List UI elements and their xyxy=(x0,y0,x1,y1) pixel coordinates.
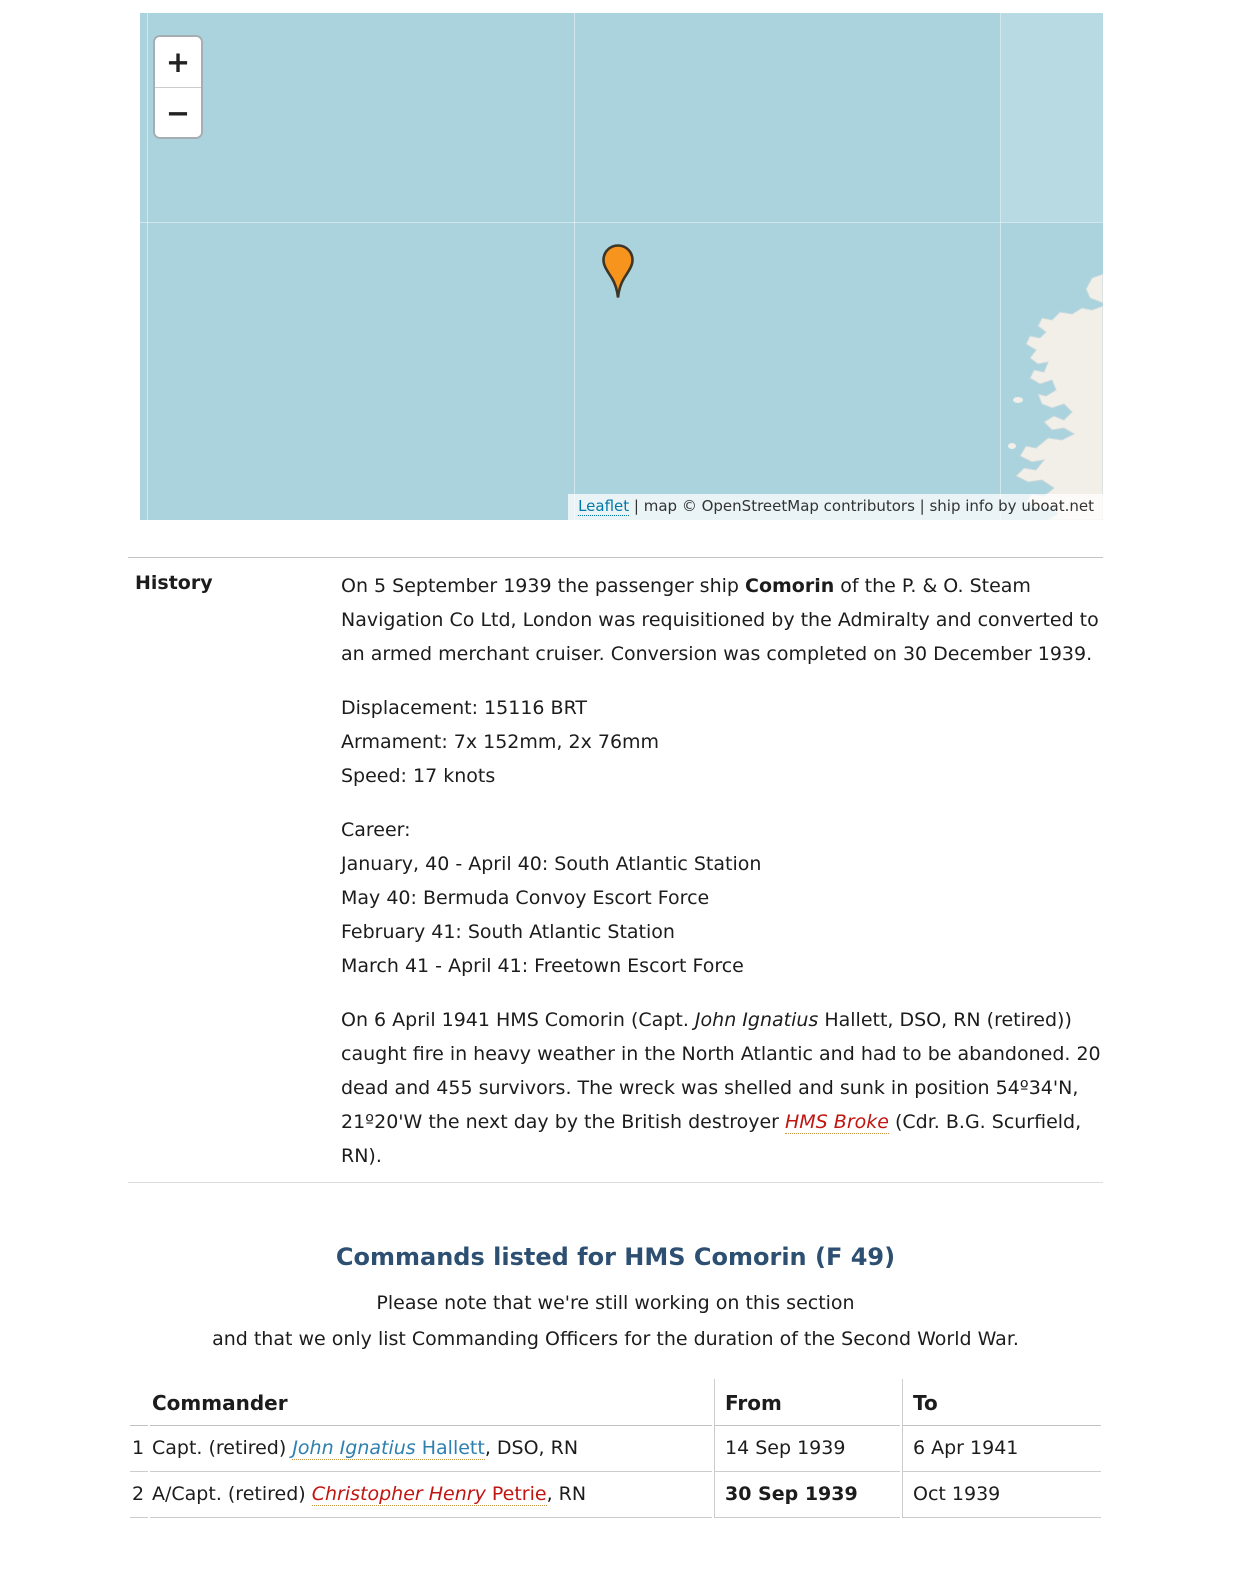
header-to: To xyxy=(902,1379,1101,1426)
commander-link[interactable] xyxy=(312,1483,547,1506)
row-number: 2 xyxy=(130,1472,148,1518)
spec-displacement: Displacement: 15116 BRT xyxy=(341,697,587,719)
commanders-table xyxy=(128,1379,1103,1518)
map-gridline xyxy=(147,13,148,520)
map-tile-shade xyxy=(1001,13,1103,222)
loss-text-mid: Hallett, DSO, RN (retired)) caught fire in heavy weather in the North Atlantic and had to be abandoned. 20 dead and 455 survivors. The wreck was shelled and sunk in position 54º34'N, 21º20'W the next day by the British destroyer xyxy=(341,1009,1101,1133)
intro-text-pre: On 5 September 1939 the passenger ship xyxy=(341,575,745,597)
commander-first-names: Christopher Henry xyxy=(311,1483,486,1505)
table-row xyxy=(130,1426,1101,1472)
commands-section xyxy=(128,1243,1103,1518)
leaflet-link[interactable]: Leaflet xyxy=(578,497,630,515)
to-date: 6 Apr 1941 xyxy=(902,1426,1101,1472)
commander-surname: Hallett xyxy=(415,1437,485,1459)
commander-suffix: , DSO, RN xyxy=(484,1437,579,1459)
history-heading: History xyxy=(135,572,213,594)
career-line: May 40: Bermuda Convoy Escort Force xyxy=(341,887,710,909)
history-specs-paragraph xyxy=(341,691,1103,793)
spec-armament: Armament: 7x 152mm, 2x 76mm xyxy=(341,731,660,753)
commander-rank: Capt. (retired) xyxy=(152,1437,293,1459)
map-attribution xyxy=(568,494,1103,520)
header-from: From xyxy=(714,1379,900,1426)
note-line-1: Please note that we're still working on this section xyxy=(376,1292,855,1314)
map-gridline xyxy=(140,222,1103,223)
from-date: 30 Sep 1939 xyxy=(714,1472,900,1518)
loss-text-post: (Cdr. B.G. Scurfield, RN). xyxy=(341,1111,1082,1167)
zoom-out-button[interactable]: − xyxy=(155,87,201,137)
commander-cell xyxy=(150,1472,712,1518)
to-date: Oct 1939 xyxy=(902,1472,1101,1518)
commander-rank: A/Capt. (retired) xyxy=(152,1483,312,1505)
career-line: January, 40 - April 40: South Atlantic Station xyxy=(341,853,762,875)
ship-name-bold: Comorin xyxy=(745,575,835,597)
career-line: February 41: South Atlantic Station xyxy=(341,921,675,943)
history-intro-paragraph xyxy=(341,569,1103,671)
zoom-in-button[interactable]: + xyxy=(155,37,201,87)
table-row xyxy=(130,1472,1101,1518)
table-header-row xyxy=(130,1379,1101,1426)
row-number: 1 xyxy=(130,1426,148,1472)
history-loss-paragraph xyxy=(341,1003,1103,1173)
ireland-coastline xyxy=(1000,250,1103,520)
commander-surname: Petrie xyxy=(485,1483,547,1505)
ship-position-map[interactable] xyxy=(140,13,1103,520)
history-section xyxy=(128,557,1103,1183)
spec-speed: Speed: 17 knots xyxy=(341,765,496,787)
commands-note xyxy=(128,1285,1103,1357)
map-zoom-control xyxy=(153,35,203,139)
career-line: March 41 - April 41: Freetown Escort Force xyxy=(341,955,744,977)
header-commander: Commander xyxy=(150,1379,712,1426)
note-line-2: and that we only list Commanding Officers for the duration of the Second World War. xyxy=(212,1328,1019,1350)
captain-first-names: John Ignatius xyxy=(694,1009,819,1031)
header-number xyxy=(130,1379,148,1426)
commander-first-names: John Ignatius xyxy=(292,1437,416,1459)
hms-broke-link[interactable]: HMS Broke xyxy=(785,1111,889,1133)
intro-text-post: of the P. & O. Steam Navigation Co Ltd, London was requisitioned by the Admiralty and converted to an armed merchant cruiser. Conversion was completed on 30 December 1939. xyxy=(341,575,1099,665)
commands-title: Commands listed for HMS Comorin (F 49) xyxy=(335,1243,896,1271)
map-gridline xyxy=(574,13,575,520)
map-marker[interactable] xyxy=(601,243,635,301)
history-text xyxy=(341,569,1103,1173)
commander-cell xyxy=(150,1426,712,1472)
commander-suffix: , RN xyxy=(546,1483,587,1505)
history-career-paragraph xyxy=(341,813,1103,983)
career-heading: Career: xyxy=(341,819,411,841)
commander-link[interactable] xyxy=(292,1437,485,1460)
loss-text-pre: On 6 April 1941 HMS Comorin (Capt. xyxy=(341,1009,695,1031)
from-date: 14 Sep 1939 xyxy=(714,1426,900,1472)
attribution-text: | map © OpenStreetMap contributors | ship info by uboat.net xyxy=(629,497,1094,515)
